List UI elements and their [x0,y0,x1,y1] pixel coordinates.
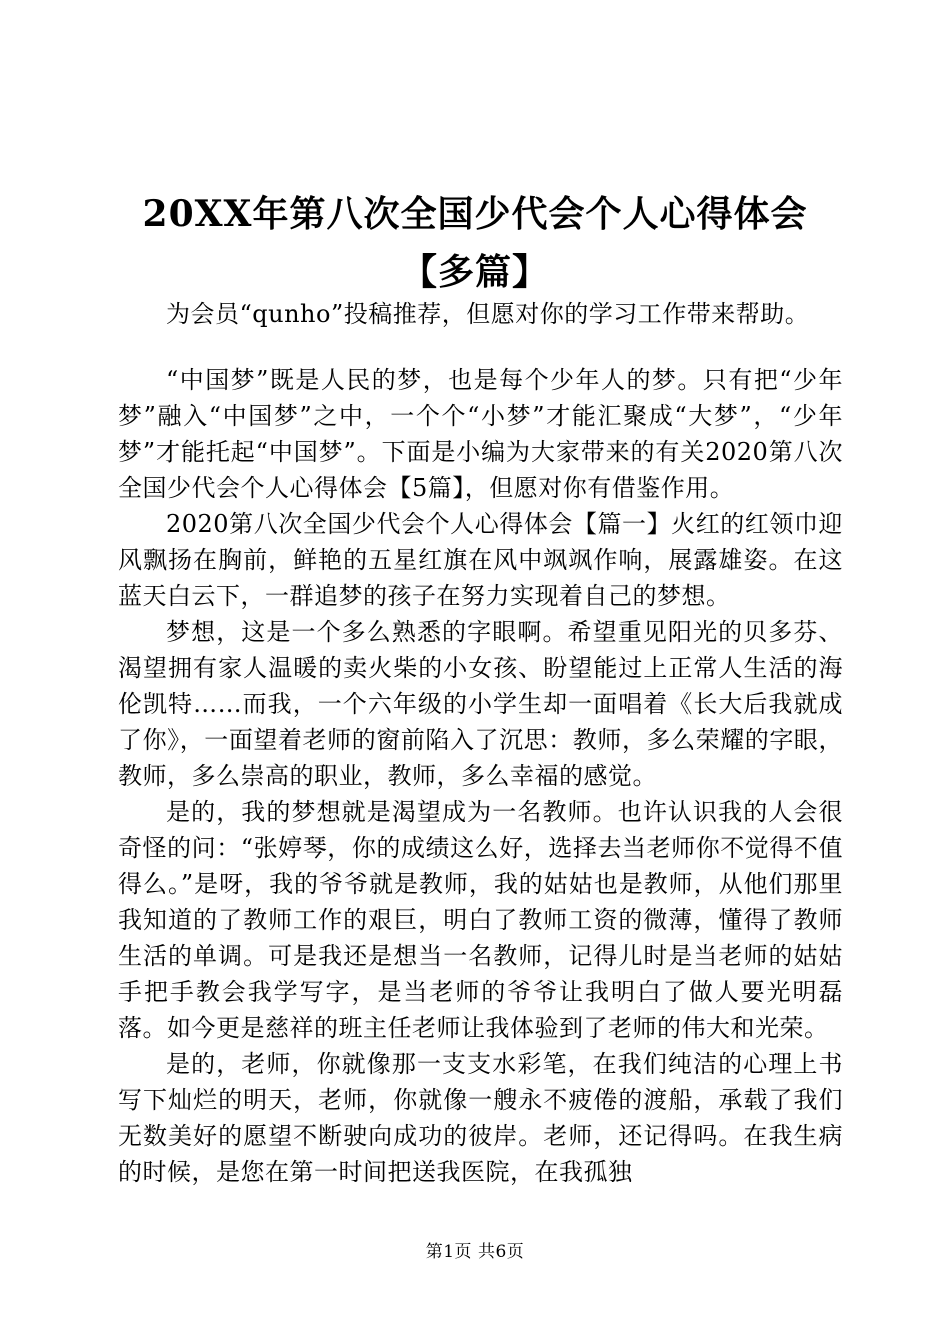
paragraph: 是的，我的梦想就是渴望成为一名教师。也许认识我的人会很奇怪的问：“张婷琴，你的成绩这么好，选择去当老师你不觉得不值得么。”是呀，我的爷爷就是教师，我的姑姑也是教师，从他们那里我知道的了教师工作的艰巨，明白了教师工资的微薄，懂得了教师生活的单调。可是我还是想当一名教师，记得儿时是当老师的姑姑手把手教会我学写字，是当老师的爷爷让我明白了做人要光明磊落。如今更是慈祥的班主任老师让我体验到了老师的伟大和光荣。 [118,798,843,1042]
paragraph: “中国梦”既是人民的梦，也是每个少年人的梦。只有把“少年梦”融入“中国梦”之中，一个个“小梦”才能汇聚成“大梦”，“少年梦”才能托起“中国梦”。下面是小编为大家带来的有关2020第八次全国少代会个人心得体会【5篇】，但愿对你有借鉴作用。 [118,366,843,502]
paragraph: 梦想，这是一个多么熟悉的字眼啊。希望重见阳光的贝多芬、渴望拥有家人温暖的卖火柴的小女孩、盼望能过上正常人生活的海伦凯特……而我，一个六年级的小学生却一面唱着《长大后我就成了你》，一面望着老师的窗前陷入了沉思：教师，多么荣耀的字眼，教师，多么崇高的职业，教师，多么幸福的感觉。 [118,618,843,790]
intro-line: 为会员“qunho”投稿推荐，但愿对你的学习工作带来帮助。 [166,300,810,328]
document-title: 20XX年第八次全国少代会个人心得体会【多篇】 [142,193,808,293]
paragraph: 2020第八次全国少代会个人心得体会【篇一】火红的红领巾迎风飘扬在胸前，鲜艳的五星红旗在风中飒飒作响，展露雄姿。在这蓝天白云下，一群追梦的孩子在努力实现着自己的梦想。 [118,510,843,610]
document-body [118,296,843,1190]
paragraph: 是的，老师，你就像那一支支水彩笔，在我们纯洁的心理上书写下灿烂的明天，老师，你就像一艘永不疲倦的渡船，承载了我们无数美好的愿望不断驶向成功的彼岸。老师，还记得吗。在我生病的时候，是您在第一时间把送我医院，在我孤独 [118,1050,843,1186]
page-number-footer: 第1页 共6页 [425,1242,525,1262]
